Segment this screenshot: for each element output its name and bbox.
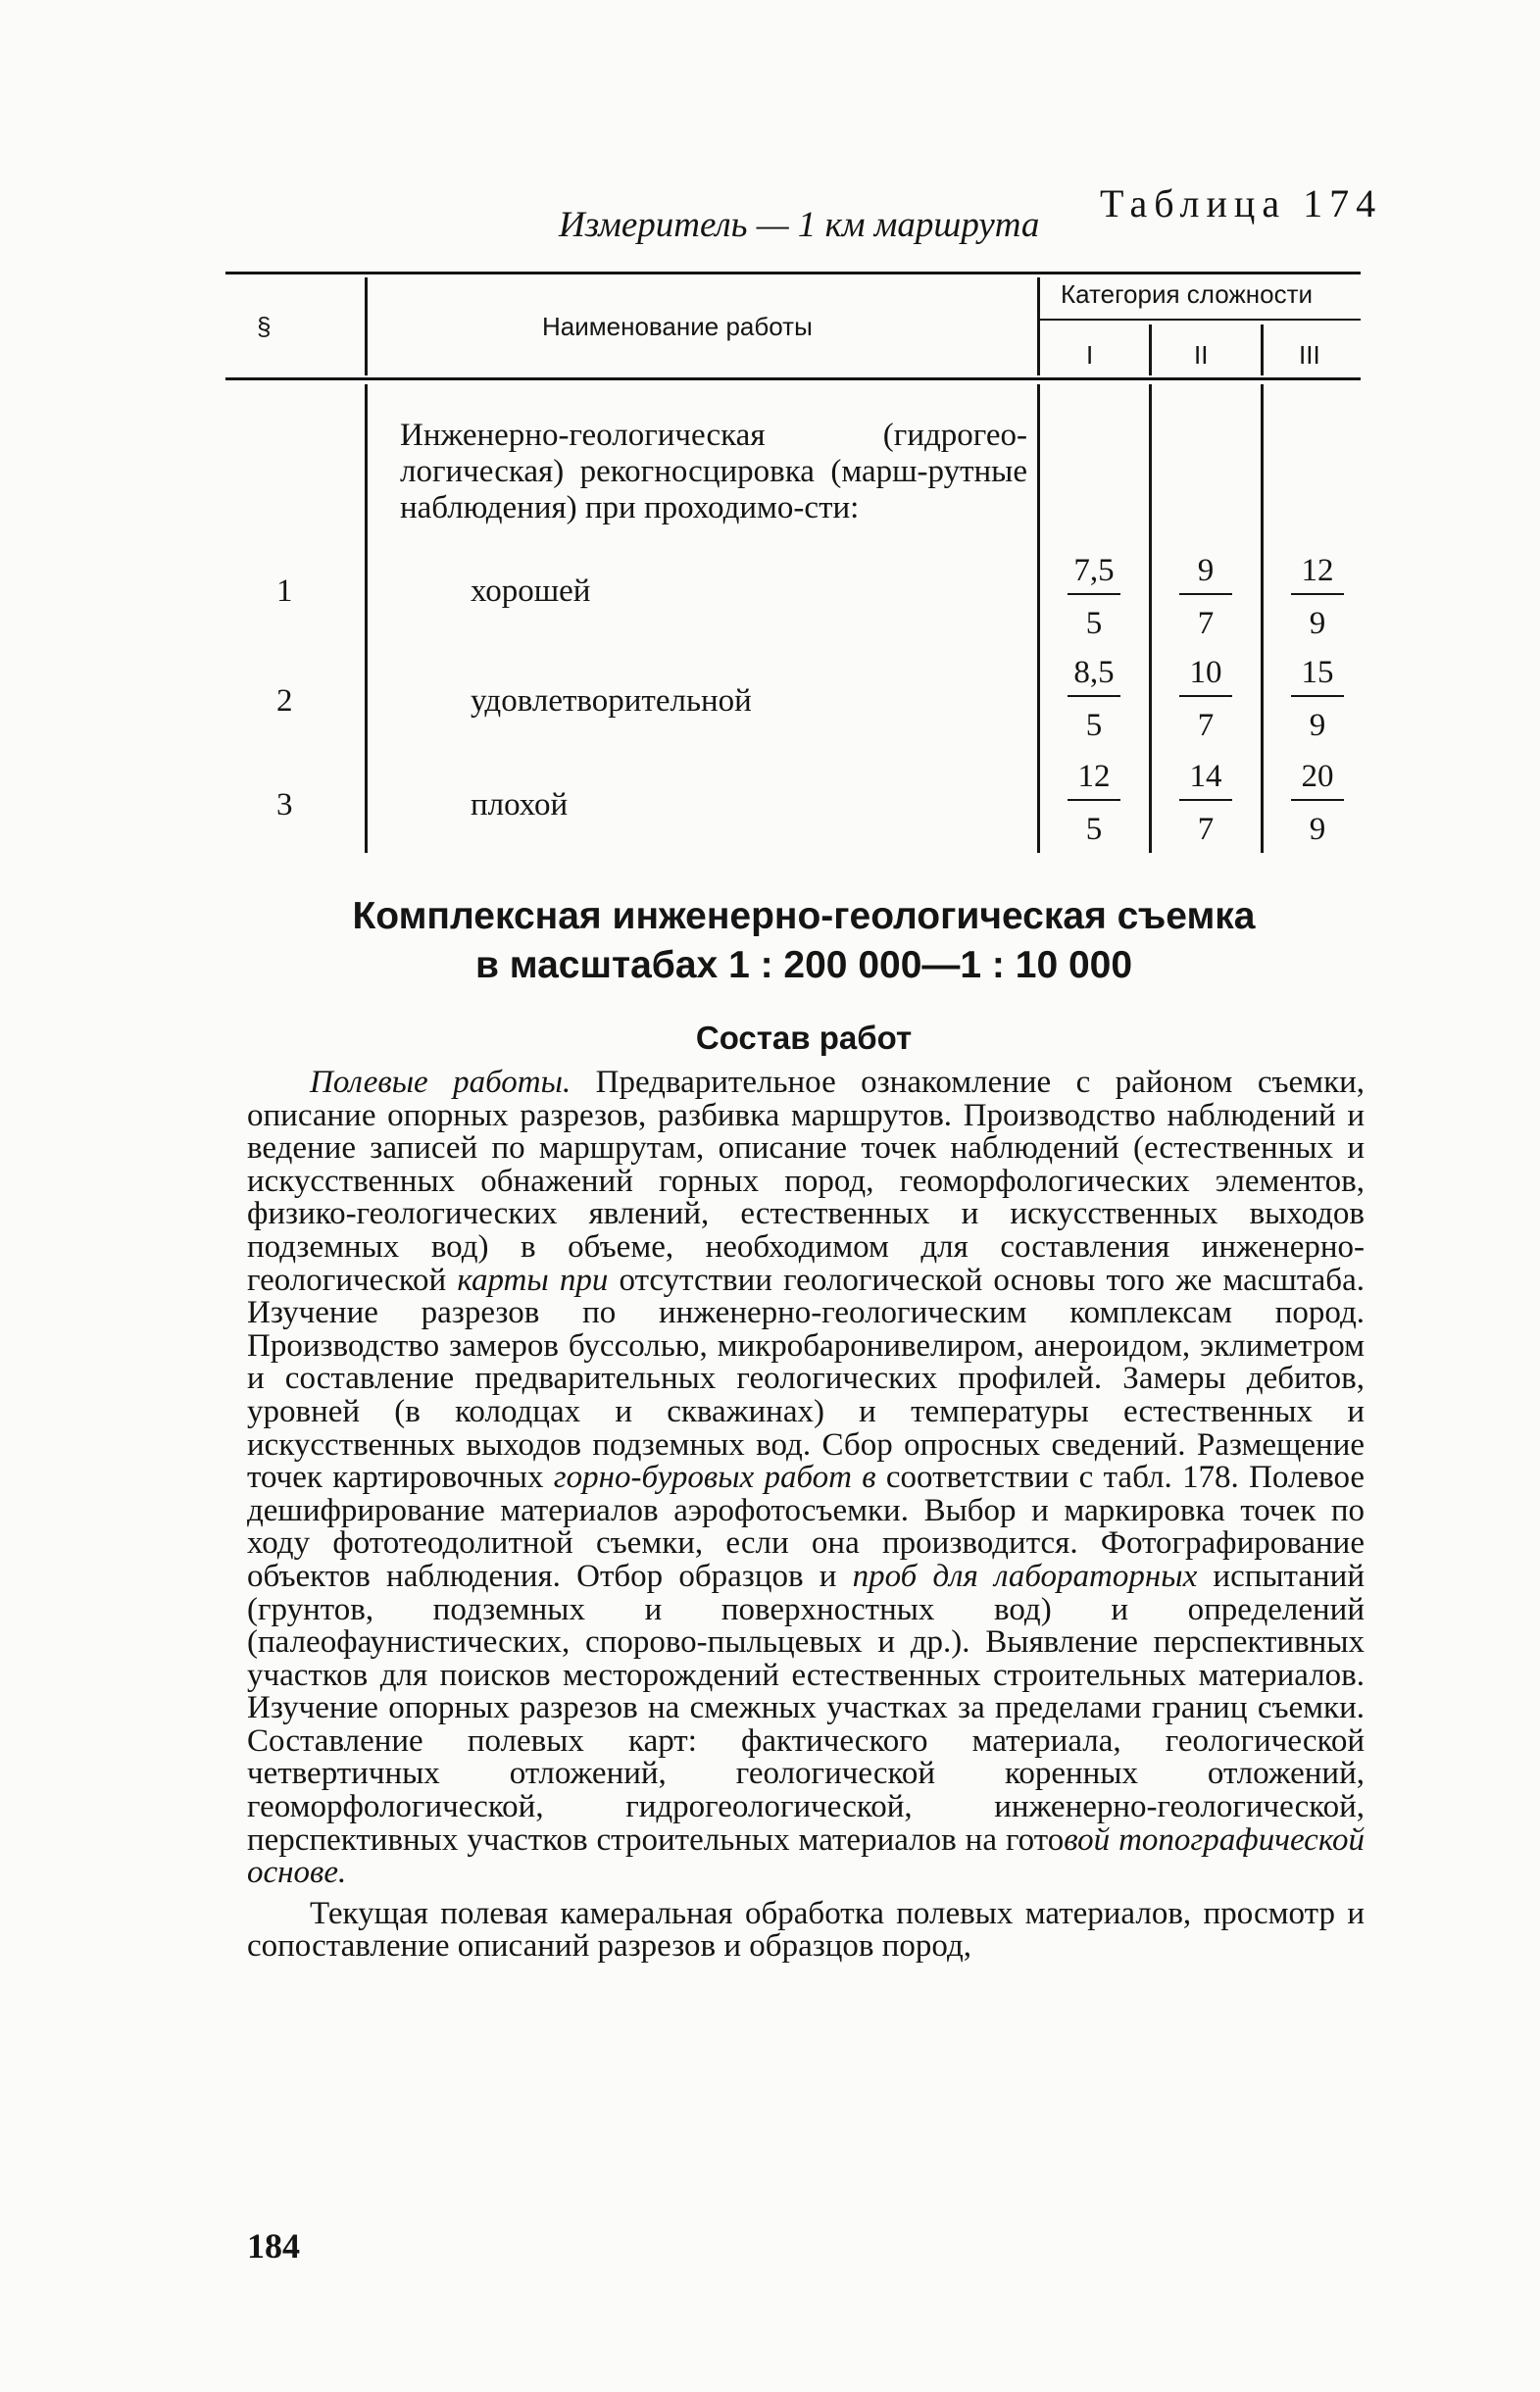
row-1-cat-2-top: 9 [1197,553,1215,588]
row-1-cat-2-value [1161,551,1251,643]
row-1-cat-2-bottom: 7 [1197,606,1215,641]
fraction-bar [1179,593,1232,595]
row-3-cat-1-top: 12 [1077,759,1111,794]
body-text [247,1067,1365,1964]
sub-heading: Состав работ [695,1020,913,1056]
fraction-bar [1068,799,1120,801]
unit-of-measure: Измеритель — 1 км маршрута [559,205,1040,245]
row-3-cat-1-value [1049,757,1139,849]
row-2-cat-1-value [1049,653,1139,745]
paragraph-italic-run: горно-буровых работ в [553,1460,876,1496]
row-1-cat-1-bottom: 5 [1085,606,1103,641]
fraction-bar [1291,695,1344,697]
row-3-name: плохой [471,787,569,822]
row-1-cat-1-value [1049,551,1139,643]
row-2-cat-3-top: 15 [1301,655,1334,690]
col-header-section: § [257,312,272,341]
header-divider-name [1037,277,1040,375]
row-2-name: удовлетворительной [471,683,752,719]
row-2-cat-2-bottom: 7 [1197,708,1215,743]
paragraph-italic-run: проб для лабораторных [852,1558,1198,1594]
paragraph-text: соответствии с табл. 178. Полевое дешифрирование материалов аэрофотосъемки. Выбор и маркировка точек по ходу фототеодолитной съемки, если она производится. Фотографирование объектов наблюдения. Отбор образцов и [247,1460,1366,1594]
row-3-number: 3 [276,787,293,822]
row-3-cat-2-value [1161,757,1251,849]
row-2-cat-2-value [1161,653,1251,745]
paragraph-lead: Полевые работы. [310,1065,571,1100]
paragraph-field-work [247,1067,1365,1890]
fraction-bar [1291,799,1344,801]
col-header-cat-3: III [1299,340,1320,370]
paragraph-italic-run: вой топографической основе. [247,1821,1366,1891]
paragraph-italic-run: карты при [457,1262,609,1298]
row-1-cat-3-top: 12 [1301,553,1334,588]
fraction-bar [1179,799,1232,801]
row-2-cat-2-top: 10 [1189,655,1222,690]
row-1-name: хорошей [471,573,591,609]
row-1-cat-3-bottom: 9 [1309,606,1326,641]
row-1-cat-3-value [1272,551,1363,643]
body-divider-section [365,384,368,853]
row-3-cat-3-bottom: 9 [1309,812,1326,847]
paragraph-processing: Текущая полевая камеральная обработка полевых материалов, просмотр и сопоставление описаний разрезов и образцов пород, [247,1895,1365,1965]
table-caption: Таблица 174 [1100,181,1383,225]
body-divider-cat-1 [1149,384,1152,853]
row-2-cat-3-value [1272,653,1363,745]
row-3-cat-2-top: 14 [1189,759,1222,794]
row-1-number: 1 [276,573,293,609]
fraction-bar [1068,695,1120,697]
header-divider-cat-1 [1149,324,1152,375]
table-top-rule [225,272,1361,274]
paragraph-text: отсутствии геологической основы того же масштаба. Изучение разрезов по инженерно-геологическим комплексам пород. Производство замеров буссолью, микробаронивелиром, анероидом, эклиметром и составление предварительных геологических профилей. Замеры дебитов, уровней (в колодцах и скважинах) и температуры естественных и искусственных выходов подземных вод. Сбор опросных сведений. Размещение точек картировочных [247,1262,1365,1496]
col-header-name: Наименование работы [542,312,813,341]
page-number: 184 [247,2226,300,2266]
table-header-bottom-rule [225,377,1361,380]
row-3-cat-3-top: 20 [1301,759,1334,794]
body-divider-name [1037,384,1040,853]
row-3-cat-1-bottom: 5 [1085,812,1103,847]
fraction-bar [1068,593,1120,595]
row-2-number: 2 [276,683,293,719]
fraction-bar [1179,695,1232,697]
row-2-cat-3-bottom: 9 [1309,708,1326,743]
paragraph-text: испытаний (грунтов, подземных и поверхностных вод) и определений (палеофаунистических, спорово-пыльцевых и др.). Выявление перспективных участков для поисков месторождений естественных строительных материалов. Изучение опорных разрезов на смежных участках за пределами границ съемки. Составление полевых карт: фактического материала, геологической четвертичных отложений, геологической коренных отложений, геоморфологической, гидрогеологической, инженерно-геологической, перспективных участков строительных материалов на гото [247,1558,1365,1858]
fraction-bar [1291,593,1344,595]
row-3-cat-3-value [1272,757,1363,849]
col-header-cat-1: I [1086,340,1094,370]
col-header-category-group: Категория сложности [1061,279,1314,309]
header-divider-cat-2 [1261,324,1264,375]
col-header-cat-2: II [1194,340,1209,370]
category-header-rule [1039,319,1361,321]
body-divider-cat-2 [1261,384,1264,853]
row-2-cat-1-top: 8,5 [1073,655,1115,690]
row-1-cat-1-top: 7,5 [1073,553,1115,588]
section-title [235,892,1372,990]
paragraph-text: Предварительное ознакомление с районом съемки, описание опорных разрезов, разбивка маршрутов. Производство наблюдений и ведение записей по маршрутам, описание точек наблюдений (естественных и искусственных обнажений горных пород, геоморфологических элементов, физико-геологических явлений, естественных и искусственных выходов подземных вод) в объеме, необходимом для составления инженерно-геологической [247,1065,1366,1298]
row-3-cat-2-bottom: 7 [1197,812,1215,847]
header-divider-section [365,277,368,375]
row-2-cat-1-bottom: 5 [1085,708,1103,743]
work-description: Инженерно-геологическая (гидрогео-логическая) рекогносцировка (марш-рутные наблюдения) при проходимо-сти: [400,418,1027,525]
section-title-line-2: в масштабах 1 : 200 000—1 : 10 000 [474,944,1133,986]
section-title-line-1: Комплексная инженерно-геологическая съемка [352,895,1256,937]
